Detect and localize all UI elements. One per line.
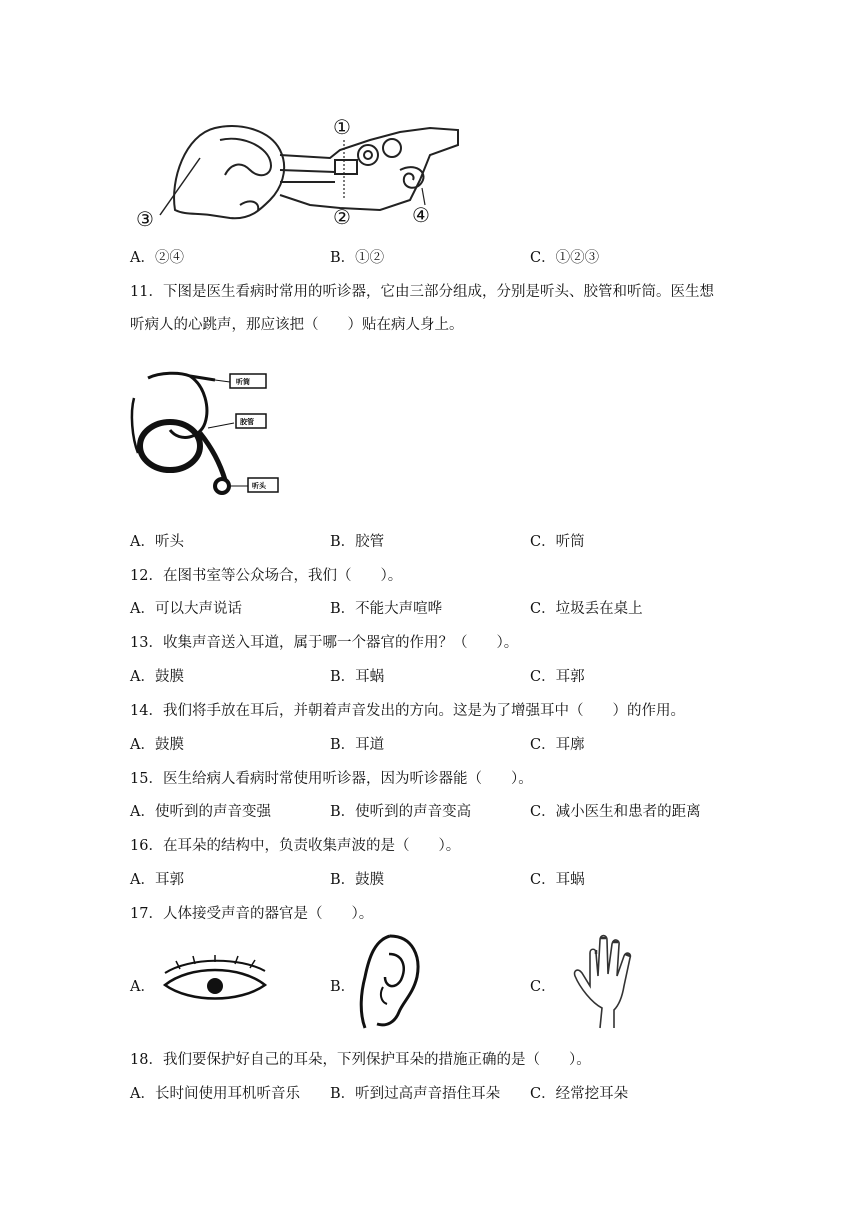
ear-label-2: ②	[333, 205, 351, 229]
stethoscope-label-tube: 胶管	[240, 418, 254, 426]
q13-option-b[interactable]: B．耳蜗	[330, 669, 385, 685]
q18-option-b[interactable]: B．听到过高声音捂住耳朵	[330, 1086, 501, 1102]
q13-stem: 13．收集声音送入耳道，属于哪一个器官的作用？（ ）。	[130, 635, 519, 651]
q15-option-b[interactable]: B．使听到的声音变高	[330, 804, 472, 820]
q14-option-a[interactable]: A．鼓膜	[130, 737, 184, 753]
q16-option-b[interactable]: B．鼓膜	[330, 872, 385, 888]
q12-option-c[interactable]: C．垃圾丢在桌上	[530, 601, 643, 617]
q16-option-c[interactable]: C．耳蜗	[530, 872, 585, 888]
ear-anatomy-figure	[130, 110, 470, 230]
q15-option-c[interactable]: C．减小医生和患者的距离	[530, 804, 701, 820]
q12-option-a[interactable]: A．可以大声说话	[130, 601, 242, 617]
q14-stem: 14．我们将手放在耳后，并朝着声音发出的方向。这是为了增强耳中（ ）的作用。	[130, 703, 685, 719]
q12-option-b[interactable]: B．不能大声喧哗	[330, 601, 443, 617]
q18-option-c[interactable]: C．经常挖耳朵	[530, 1086, 629, 1102]
q11-stem-line2: 听病人的心跳声，那应该把（ ）贴在病人身上。	[130, 317, 464, 333]
ear-label-3: ③	[136, 207, 154, 231]
q17-option-b[interactable]: B．	[330, 979, 356, 995]
q17-stem: 17．人体接受声音的器官是（ ）。	[130, 906, 374, 922]
q10-option-c[interactable]: C．①②③	[530, 250, 600, 266]
q12-stem: 12．在图书室等公众场合，我们（ ）。	[130, 568, 403, 584]
hand-image	[570, 928, 645, 1033]
ear-label-1: ①	[333, 115, 351, 139]
q18-stem: 18．我们要保护好自己的耳朵，下列保护耳朵的措施正确的是（ ）。	[130, 1052, 591, 1068]
q16-option-a[interactable]: A．耳郭	[130, 872, 184, 888]
q11-stem-line1: 11．下图是医生看病时常用的听诊器，它由三部分组成，分别是听头、胶管和听筒。医生想	[130, 284, 714, 300]
eye-image	[160, 955, 270, 1010]
q16-stem: 16．在耳朵的结构中，负责收集声波的是（ ）。	[130, 838, 461, 854]
q13-option-c[interactable]: C．耳郭	[530, 669, 585, 685]
q17-option-a[interactable]: A．	[130, 979, 155, 995]
q18-option-a[interactable]: A．长时间使用耳机听音乐	[130, 1086, 300, 1102]
q11-option-b[interactable]: B．胶管	[330, 534, 385, 550]
q17-option-c[interactable]: C．	[530, 979, 556, 995]
ear-image	[355, 932, 425, 1030]
q11-option-c[interactable]: C．听筒	[530, 534, 585, 550]
q14-option-c[interactable]: C．耳廓	[530, 737, 585, 753]
q14-option-b[interactable]: B．耳道	[330, 737, 385, 753]
q11-option-a[interactable]: A．听头	[130, 534, 184, 550]
q10-option-b[interactable]: B．①②	[330, 250, 385, 266]
stethoscope-label-chestpiece: 听头	[252, 482, 266, 490]
q10-option-a[interactable]: A．②④	[130, 250, 184, 266]
q15-option-a[interactable]: A．使听到的声音变强	[130, 804, 271, 820]
q13-option-a[interactable]: A．鼓膜	[130, 669, 184, 685]
ear-label-4: ④	[412, 203, 430, 227]
q15-stem: 15．医生给病人看病时常使用听诊器，因为听诊器能（ ）。	[130, 771, 533, 787]
stethoscope-label-earpiece: 听筒	[236, 378, 250, 386]
stethoscope-figure	[130, 368, 290, 503]
